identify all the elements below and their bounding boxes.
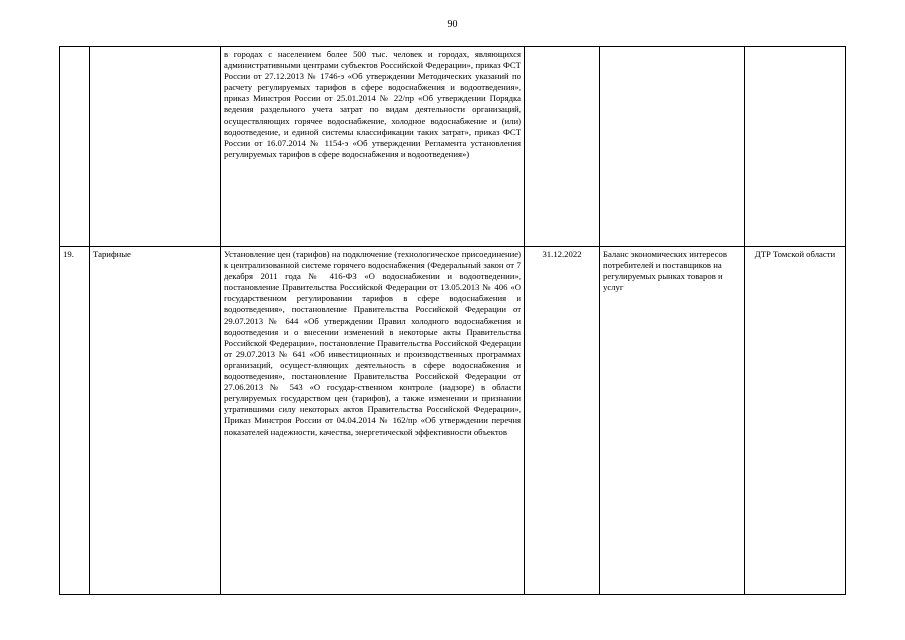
- row-number-cell: 19.: [60, 247, 90, 595]
- goal-cell: [600, 47, 745, 247]
- measures-table: [59, 46, 846, 595]
- table-row: [60, 247, 846, 595]
- legal-basis-text: Установление цен (тарифов) на подключение (технологическое присоединение) к централизованной системе горячего водоснабжения (Федеральный закон от 7 декабря 2011 года № 416-ФЗ «О водоснабжении и водоотведении», постановление Правительства Российской Федерации от 13.05.2013 № 406 «О государственном регулировании тарифов в сфере водоснабжения и водоотведения», постановление Правительства Российской Федерации от 29.07.2013 № 644 «Об утверждении Правил холодного водоснабжения и водоотведения и о внесении изменений в некоторые акты Правительства Российской Федерации», постановление Правительства Российской Федерации от 29.07.2013 № 641 «Об инвестиционных и производственных программах организаций, осущест-вляющих деятельность в сфере водоснабжения и водоотведения», постановление Правительства Российской Федерации от 27.06.2013 № 543 «О государ-ственном контроле (надзоре) в области регулируемых государством цен (тарифов), а также изменении и признании утратившими силу некоторых актов Правительства Российской Федерации», Приказ Минстроя России от 04.04.2014 № 162/пр «Об утверждении перечня показателей надежности, качества, энергетической эффективности объектов: [224, 249, 521, 437]
- page-number: 90: [447, 19, 458, 30]
- measure-name-cell: Тарифные: [90, 247, 221, 595]
- legal-basis-cell: [221, 47, 525, 247]
- legal-basis-text: в городах с населением более 500 тыс. человек и городах, являющихся административными центрами субъектов Российской Федерации», приказ ФСТ России от 27.12.2013 № 1746-э «Об утверждении Методических указаний по расчету регулируемых тарифов в сфере водоснабжения и водоотведения», приказ Минстроя России от 25.01.2014 № 22/пр «Об утверждении Порядка ведения раздельного учета затрат по видам деятельности организаций, осуществляющих горячее водоснабжение, холодное водоснабжение и (или) водоотведение, и единой системы классификации таких затрат», приказ ФСТ России от 16.07.2014 № 1154-э «Об утверждении Регламента установления регулируемых тарифов в сфере водоснабжения и водоотведения»): [224, 49, 521, 159]
- measure-name-cell: [90, 47, 221, 247]
- deadline-cell: [525, 47, 600, 247]
- legal-basis-cell: [221, 247, 525, 595]
- responsible-cell: [745, 47, 846, 247]
- table-row: [60, 47, 846, 247]
- responsible-cell: ДТР Томской области: [745, 247, 846, 595]
- goal-cell: Баланс экономических интересов потребителей и поставщиков на регулируемых рынках товаров и услуг: [600, 247, 745, 595]
- deadline-cell: 31.12.2022: [525, 247, 600, 595]
- row-number-cell: [60, 47, 90, 247]
